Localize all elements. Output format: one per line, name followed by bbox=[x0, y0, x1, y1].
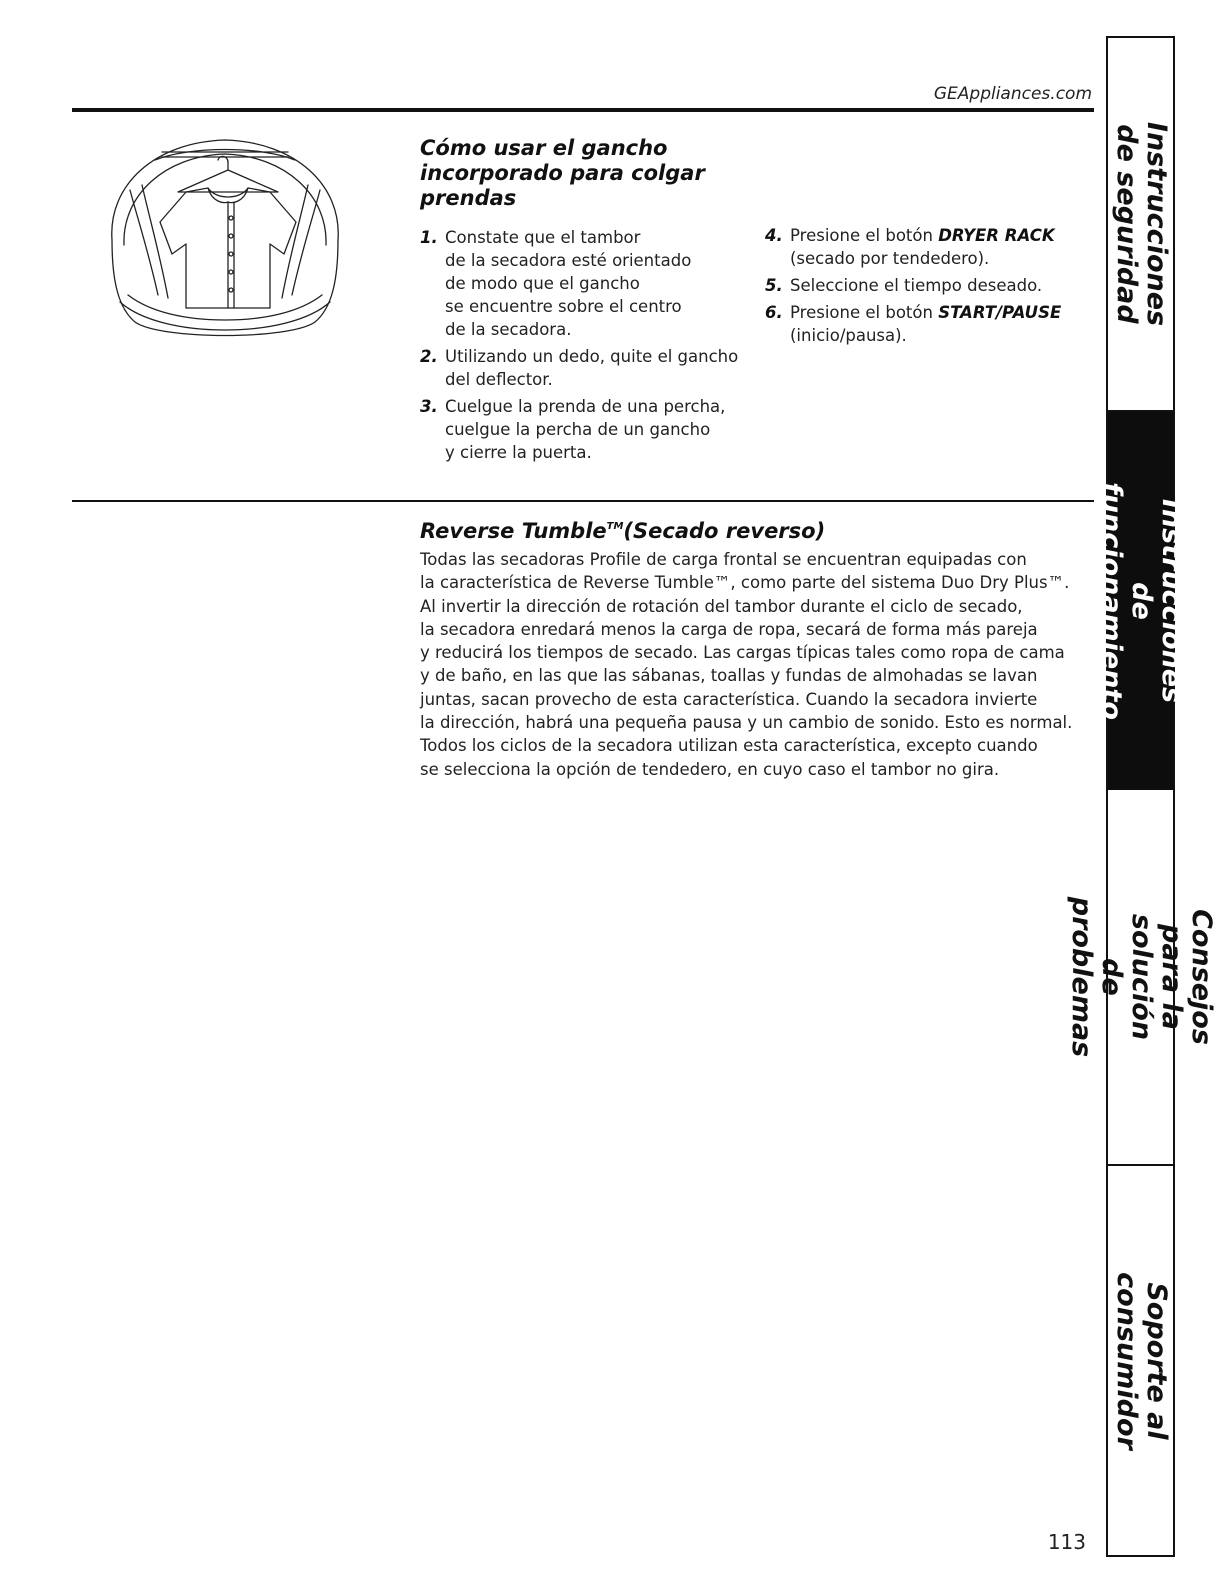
step-number: 4. bbox=[765, 226, 783, 245]
reverse-tumble-title bbox=[420, 514, 1020, 544]
hook-section-title: Cómo usar el gancho incorporado para colgar prendas bbox=[420, 136, 705, 210]
step-suffix: (inicio/pausa). bbox=[790, 326, 907, 345]
tab-operating-instructions[interactable] bbox=[1095, 412, 1187, 790]
reverse-tumble-title-main: Reverse Tumble bbox=[420, 519, 607, 543]
tab-consumer-support[interactable] bbox=[1108, 1166, 1173, 1555]
page-number: 113 bbox=[1047, 1530, 1086, 1554]
step-number: 5. bbox=[765, 276, 783, 295]
step-suffix: (secado por tendedero). bbox=[790, 249, 990, 268]
step-text bbox=[790, 276, 1042, 295]
trademark-mark: TM bbox=[606, 521, 624, 532]
step-item bbox=[765, 274, 1075, 297]
step-item bbox=[420, 395, 760, 464]
tab-troubleshooting-tips[interactable] bbox=[1065, 790, 1217, 1166]
step-text bbox=[790, 303, 1061, 345]
step-item bbox=[420, 345, 760, 391]
step-number: 6. bbox=[765, 303, 783, 322]
hook-steps-right bbox=[765, 224, 1075, 351]
dryer-rack-illustration bbox=[100, 130, 350, 355]
section-divider bbox=[72, 500, 1094, 502]
step-number: 3. bbox=[420, 397, 438, 416]
site-url: GEAppliances.com bbox=[933, 84, 1092, 104]
step-prefix: Presione el botón bbox=[790, 226, 939, 245]
reverse-tumble-body: Todas las secadoras Profile de carga frontal se encuentran equipadas con la característica de Reverse Tumble™, como parte del sistema Duo Dry Plus™. Al invertir la dirección de rotación del tambor durante el ciclo de secado, la secadora enredará menos la carga de ropa, secará de forma más pareja y reducirá los tiempos de secado. Las cargas típicas tales como ropa de cama y de baño, en las que las sábanas, toallas y fundas de almohadas se lavan juntas, sacan provecho de esta característica. Cuando la secadora invierte la dirección, habrá una pequeña pausa y un cambio de sonido. Esto es normal. Todos los ciclos de la secadora utilizan esta característica, excepto cuando se selecciona la opción de tendedero, en cuyo caso el tambor no gira. bbox=[420, 550, 1073, 779]
step-item bbox=[420, 226, 760, 341]
step-text: Constate que el tambor de la secadora esté orientado de modo que el gancho se encuentre sobre el centro de la secadora. bbox=[445, 228, 692, 339]
step-item bbox=[765, 224, 1075, 270]
top-rule bbox=[72, 108, 1094, 112]
tab-label: Consejos para la solución de problemas bbox=[1065, 896, 1217, 1058]
start-pause-keyword: START/PAUSE bbox=[938, 303, 1062, 322]
tab-label: Instrucciones de seguridad bbox=[1110, 121, 1172, 327]
step-text bbox=[790, 226, 1055, 268]
step-number: 2. bbox=[420, 347, 438, 366]
step-prefix: Seleccione el tiempo deseado. bbox=[790, 276, 1043, 295]
tab-label: Instrucciones de funcionamiento bbox=[1095, 482, 1187, 720]
dryer-rack-keyword: DRYER RACK bbox=[938, 226, 1055, 245]
tab-label: Soporte al consumidor bbox=[1110, 1271, 1172, 1450]
step-item bbox=[765, 301, 1075, 347]
reverse-tumble-title-paren: (Secado reverso) bbox=[623, 519, 826, 543]
step-text: Cuelgue la prenda de una percha, cuelgue la percha de un gancho y cierre la puerta. bbox=[445, 397, 726, 462]
step-text: Utilizando un dedo, quite el gancho del deflector. bbox=[445, 347, 739, 389]
step-prefix: Presione el botón bbox=[790, 303, 939, 322]
hook-steps-left bbox=[420, 226, 760, 468]
tab-safety-instructions[interactable] bbox=[1108, 38, 1173, 412]
step-number: 1. bbox=[420, 228, 438, 247]
